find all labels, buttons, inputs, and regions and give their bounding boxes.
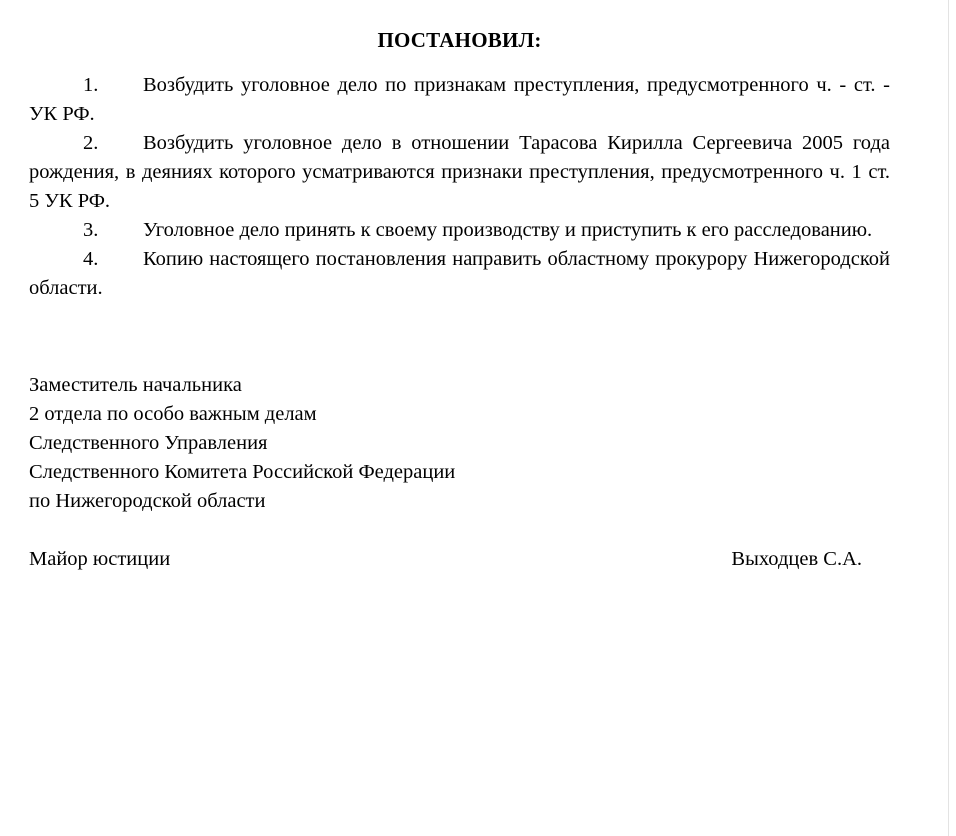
clause-number: 3. [83, 219, 99, 241]
signature-rank: Майор юстиции [29, 548, 171, 570]
clause-text: Возбудить уголовное дело в отношении Тарасова Кирилла Сергеевича 2005 года рождения, в деяниях которого усматриваются признаки преступления, предусмотренного ч. 1 ст. 5 УК РФ. [29, 132, 890, 212]
document-title: ПОСТАНОВИЛ: [377, 28, 542, 52]
signature-signer-name: Выходцев С.А. [731, 548, 862, 570]
clause-item [29, 216, 890, 245]
page-edge-line [948, 0, 949, 836]
signature-position-line: 2 отдела по особо важным делам [29, 403, 317, 425]
signature-position-line: по Нижегородской области [29, 490, 266, 512]
clause-number: 1. [83, 74, 99, 96]
resolution-clause-list [29, 71, 890, 303]
clause-item [29, 71, 890, 129]
clause-item [29, 245, 890, 303]
signature-position-line: Заместитель начальника [29, 374, 242, 396]
signature-position-line: Следственного Управления [29, 432, 268, 454]
clause-text: Возбудить уголовное дело по признакам преступления, предусмотренного ч. - ст. - УК РФ. [29, 74, 890, 125]
clause-item [29, 129, 890, 216]
clause-text: Копию настоящего постановления направить областному прокурору Нижегородской области. [29, 248, 890, 299]
clause-number: 4. [83, 248, 99, 270]
clause-number: 2. [83, 132, 99, 154]
document-body [29, 0, 890, 836]
signature-position-line: Следственного Комитета Российской Федерации [29, 461, 456, 483]
clause-text: Уголовное дело принять к своему производству и приступить к его расследованию. [143, 219, 873, 241]
signature-rank-row [29, 545, 890, 574]
signature-block [29, 371, 890, 574]
